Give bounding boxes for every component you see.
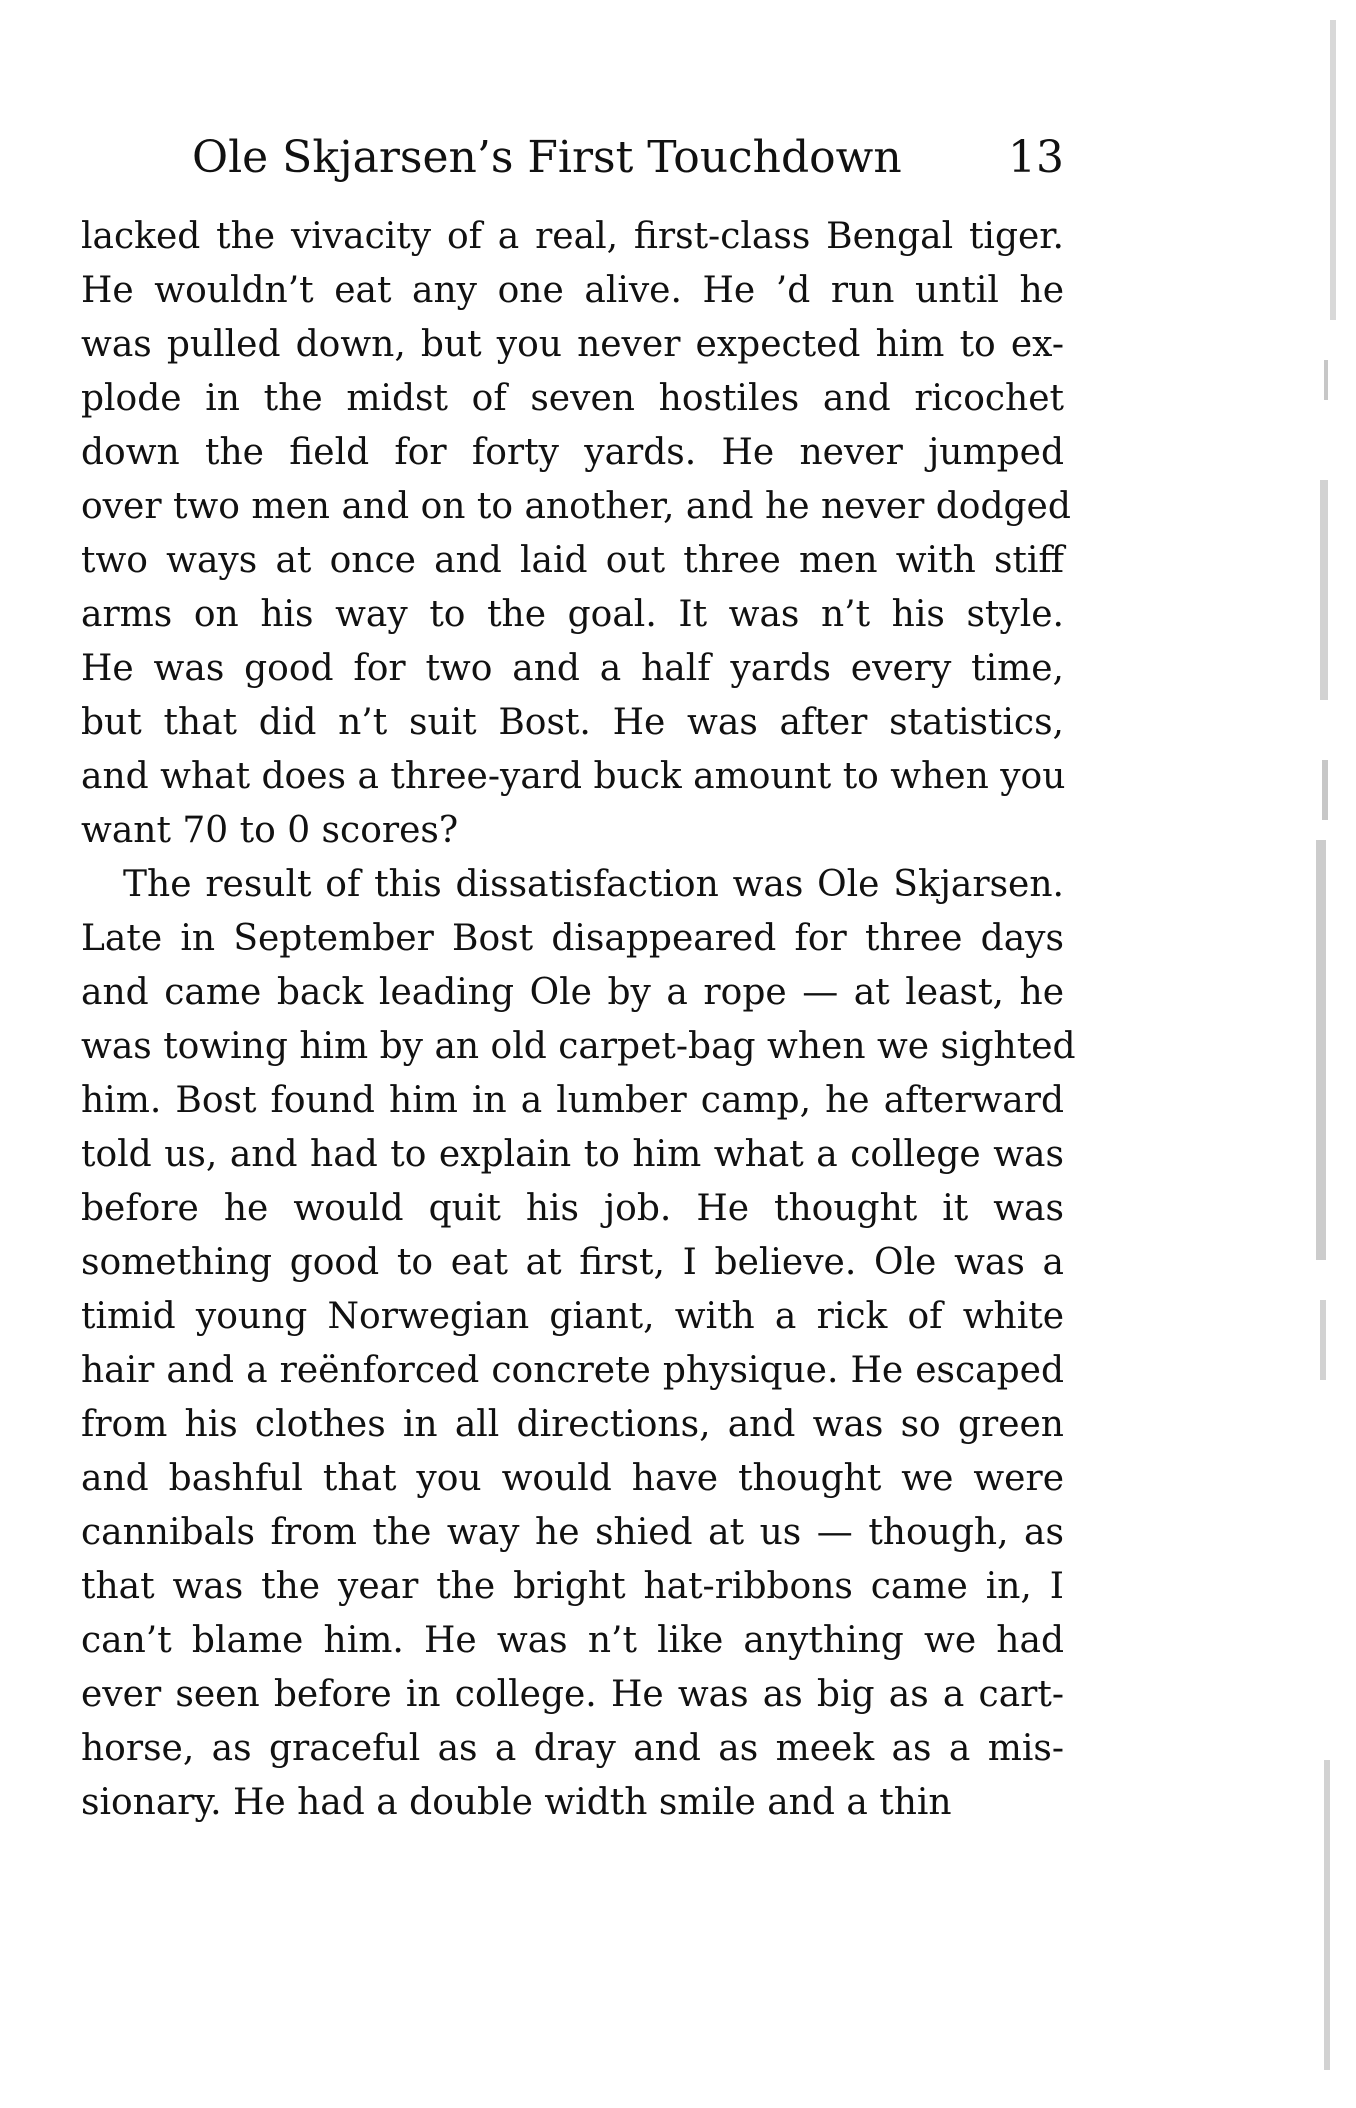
page-number: 13 bbox=[1008, 132, 1064, 183]
text-line: He was good for two and a half yards every time, bbox=[81, 648, 1064, 689]
running-title: Ole Skjarsen’s First Touchdown bbox=[192, 132, 902, 183]
text-line: down the field for forty yards. He never jumped bbox=[81, 432, 1064, 473]
text-line: ever seen before in college. He was as big as a cart- bbox=[81, 1674, 1064, 1715]
text-line: plode in the midst of seven hostiles and ricochet bbox=[81, 378, 1064, 419]
text-line: can’t blame him. He was n’t like anything we had bbox=[81, 1620, 1064, 1661]
text-line: arms on his way to the goal. It was n’t his style. bbox=[81, 594, 1064, 635]
text-line: was pulled down, but you never expected him to ex- bbox=[81, 324, 1064, 365]
text-line: from his clothes in all directions, and was so green bbox=[81, 1404, 1064, 1445]
text-line: him. Bost found him in a lumber camp, he afterward bbox=[81, 1080, 1064, 1121]
text-line: hair and a reënforced concrete physique. He escaped bbox=[81, 1350, 1064, 1391]
text-line: He wouldn’t eat any one alive. He ’d run until he bbox=[81, 270, 1064, 311]
text-line: cannibals from the way he shied at us — though, as bbox=[81, 1512, 1064, 1553]
text-line: that was the year the bright hat-ribbons came in, I bbox=[81, 1566, 1064, 1607]
text-line: want 70 to 0 scores? bbox=[81, 810, 459, 851]
scan-edge-artifact bbox=[1310, 0, 1346, 2108]
text-line: was towing him by an old carpet-bag when we sighted bbox=[81, 1026, 1076, 1067]
running-head bbox=[192, 128, 1064, 188]
text-line: Late in September Bost disappeared for three days bbox=[81, 918, 1064, 959]
text-line: but that did n’t suit Bost. He was after statistics, bbox=[81, 702, 1064, 743]
text-line: sionary. He had a double width smile and a thin bbox=[81, 1782, 952, 1823]
text-line: something good to eat at first, I believe. Ole was a bbox=[81, 1242, 1064, 1283]
text-line: two ways at once and laid out three men with stiff bbox=[81, 540, 1064, 581]
text-line: told us, and had to explain to him what a college was bbox=[81, 1134, 1064, 1175]
text-line: over two men and on to another, and he never dodged bbox=[81, 486, 1071, 527]
text-line: timid young Norwegian giant, with a rick of white bbox=[81, 1296, 1064, 1337]
paragraph-1 bbox=[81, 210, 1071, 858]
body-text bbox=[81, 210, 1076, 1830]
text-line: The result of this dissatisfaction was Ole Skjarsen. bbox=[123, 864, 1064, 905]
text-line: and came back leading Ole by a rope — at least, he bbox=[81, 972, 1064, 1013]
text-line: and what does a three-yard buck amount to when you bbox=[81, 756, 1066, 797]
text-line: lacked the vivacity of a real, first-class Bengal tiger. bbox=[81, 216, 1064, 257]
text-line: horse, as graceful as a dray and as meek as a mis- bbox=[81, 1728, 1064, 1769]
text-line: before he would quit his job. He thought it was bbox=[81, 1188, 1064, 1229]
text-line: and bashful that you would have thought we were bbox=[81, 1458, 1064, 1499]
paragraph-2 bbox=[81, 858, 1076, 1830]
